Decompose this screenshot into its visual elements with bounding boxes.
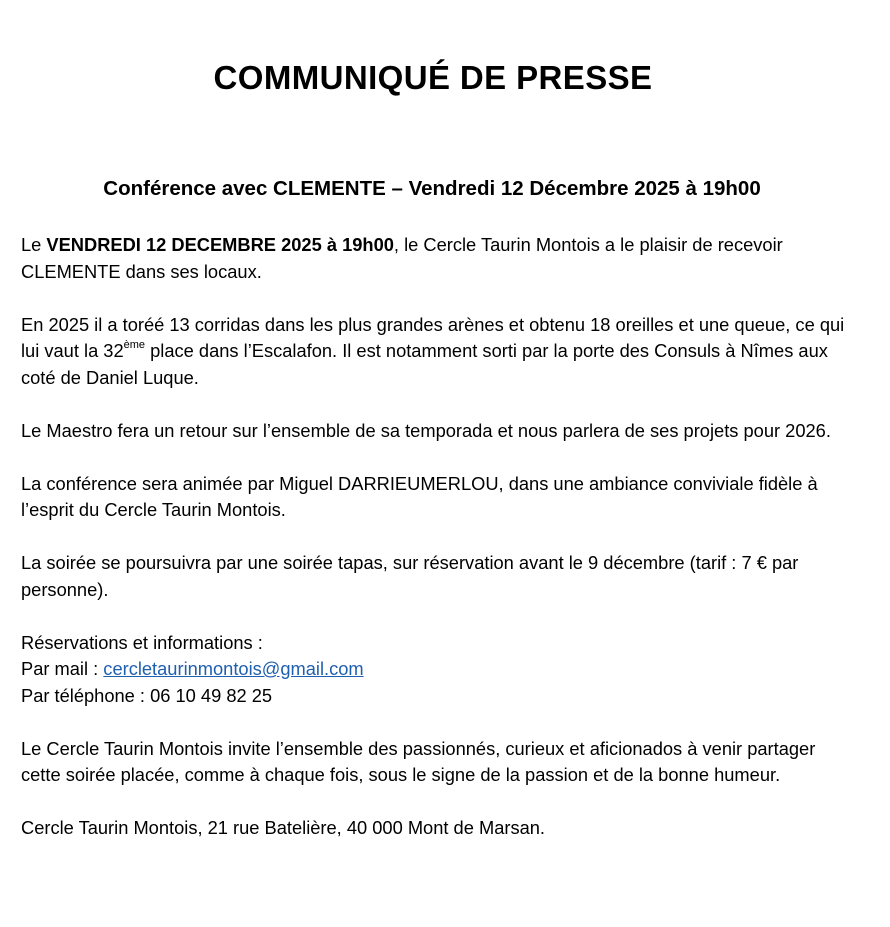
ordinal-superscript: ème: [123, 338, 146, 351]
event-date-bold: VENDREDI 12 DECEMBRE 2025 à 19h00: [46, 234, 394, 255]
email-link[interactable]: cercletaurinmontois@gmail.com: [103, 658, 364, 679]
mail-label: Par mail :: [21, 658, 104, 679]
paragraph-tapas: La soirée se poursuivra par une soirée tapas, sur réservation avant le 9 décembre (tarif : 7 € par personne).: [21, 552, 799, 600]
season-text-after: place dans l’Escalafon. Il est notamment sorti par la porte des Consuls à Nîmes aux coté de Daniel Luque.: [21, 340, 828, 388]
body-text: [21, 232, 856, 842]
contact-block: [21, 630, 856, 710]
phone-number: 06 10 49 82 25: [150, 684, 273, 706]
paragraph-invitation: Le Cercle Taurin Montois invite l’ensemble des passionnés, curieux et aficionados à venir partager cette soirée placée, comme à chaque fois, sous le signe de la passion et de la bonne humeur.: [21, 737, 816, 785]
intro-prefix: Le: [21, 234, 47, 255]
address-line: Cercle Taurin Montois, 21 rue Batelière, 40 000 Mont de Marsan.: [21, 817, 546, 838]
paragraph-season: [21, 312, 856, 392]
season-text-before: En 2025 il a toréé 13 corridas dans les plus grandes arènes et obtenu 18 oreilles et une queue, ce qui lui vaut la 32: [21, 313, 845, 361]
paragraph-maestro: Le Maestro fera un retour sur l’ensemble de sa temporada et nous parlera de ses projets pour 2026.: [21, 419, 831, 441]
document-title: COMMUNIQUÉ DE PRESSE: [213, 59, 653, 96]
intro-suffix: , le Cercle Taurin Montois a le plaisir de recevoir CLEMENTE dans ses locaux.: [21, 234, 783, 282]
phone-label: Par téléphone :: [21, 684, 151, 706]
document-subtitle: Conférence avec CLEMENTE – Vendredi 12 Décembre 2025 à 19h00: [103, 177, 761, 200]
paragraph-host: La conférence sera animée par Miguel DARRIEUMERLOU, dans une ambiance conviviale fidèle à l’esprit du Cercle Taurin Montois.: [21, 472, 818, 520]
contact-heading: Réservations et informations :: [21, 631, 263, 653]
paragraph-intro: [21, 232, 856, 285]
